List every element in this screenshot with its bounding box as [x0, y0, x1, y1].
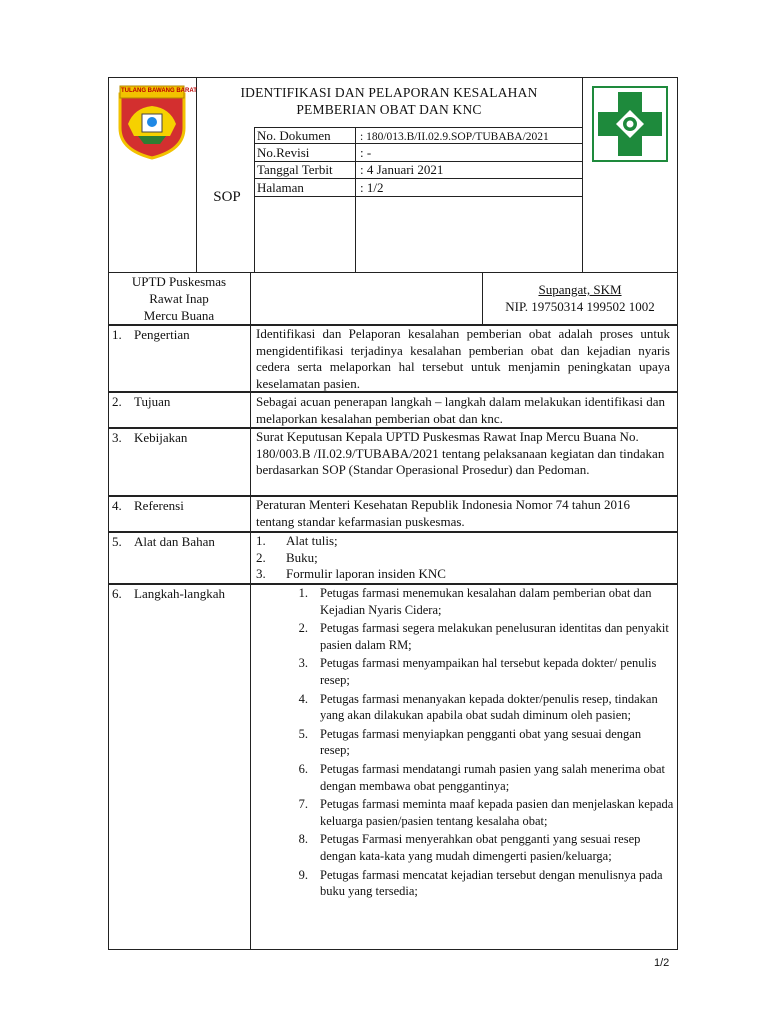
title-line-1: IDENTIFIKASI DAN PELAPORAN KESALAHAN — [240, 85, 538, 100]
divider — [250, 325, 251, 950]
step-item — [288, 585, 674, 618]
list-item-number: 3. — [256, 566, 266, 581]
section-label-pengertian: Pengertian — [134, 327, 190, 342]
step-text: Petugas Farmasi menyerahkan obat pengganti yang sesuai resep dengan kata-kata yang mudah dimengerti pasien/keluarga; — [320, 832, 641, 863]
section-number: 3. — [112, 430, 122, 445]
section-text-kebijakan: Surat Keputusan Kepala UPTD Puskesmas Rawat Inap Mercu Buana No. 180/003.B /II.02.9/TUBABA/2021 tentang pelaksanaan kegiatan dan tindakan berdasarkan SOP (Standar Operasional Prosedur) dan Pedoman. — [256, 429, 665, 477]
section-text-tujuan: Sebagai acuan penerapan langkah – langkah dalam melakukan identifikasi dan melaporkan kesalahan pemberian obat dan knc. — [256, 394, 665, 426]
divider — [254, 178, 582, 179]
section-number: 6. — [112, 586, 122, 601]
step-item — [288, 796, 674, 829]
step-number: 4. — [298, 691, 308, 706]
meta-value-tanggal: : 4 Januari 2021 — [360, 162, 444, 177]
step-item — [288, 726, 674, 759]
document-title — [198, 84, 580, 118]
list-item — [256, 566, 670, 583]
step-number: 9. — [298, 867, 308, 882]
step-item — [288, 831, 674, 864]
section-label-kebijakan: Kebijakan — [134, 430, 188, 445]
section-label-referensi: Referensi — [134, 498, 184, 513]
section-label-langkah: Langkah-langkah — [134, 586, 225, 601]
step-number: 5. — [298, 726, 308, 741]
section-label-tujuan: Tujuan — [134, 394, 171, 409]
org-name — [108, 273, 250, 324]
list-item-text: Buku; — [286, 549, 318, 565]
step-item — [288, 620, 674, 653]
divider — [196, 77, 197, 273]
org-line-2: Rawat Inap — [149, 291, 209, 306]
step-number: 8. — [298, 832, 308, 847]
org-line-1: UPTD Puskesmas — [131, 274, 227, 289]
meta-value-revisi: : - — [360, 145, 372, 160]
section-text-referensi: Peraturan Menteri Kesehatan Republik Indonesia Nomor 74 tahun 2016 tentang standar kefarmasian puskesmas. — [256, 497, 631, 529]
step-number: 6. — [298, 761, 308, 776]
step-number: 2. — [298, 621, 308, 636]
divider — [250, 272, 251, 325]
step-text: Petugas farmasi segera melakukan penelusuran identitas dan penyakit pasien dalam RM; — [320, 621, 669, 652]
divider — [355, 127, 356, 273]
step-item — [288, 761, 674, 794]
regency-logo — [114, 84, 197, 160]
list-item — [256, 550, 670, 567]
step-text: Petugas farmasi mendatangi rumah pasien yang salah menerima obat dengan membawa obat penggantinya; — [320, 761, 666, 793]
step-text: Petugas farmasi menanyakan kepada dokter/penulis resep, tindakan yang akan dilakukan apabila obat sudah diminum oleh pasien; — [320, 691, 658, 723]
section-text-pengertian: Identifikasi dan Pelaporan kesalahan pemberian obat adalah proses untuk mengidentifikasi terjadinya kesalahan pemberian obat dan kejadian nyaris cedera serta melaporkan hal tersebut untuk menjamin peningkatan upaya keselamatan pasien. — [256, 326, 670, 391]
step-text: Petugas farmasi mencatat kejadian tersebut dengan menulisnya pada buku yang tersedia; — [320, 867, 663, 899]
divider — [254, 196, 582, 197]
section-number: 4. — [112, 498, 122, 513]
alat-list — [256, 533, 670, 583]
step-text: Petugas farmasi meminta maaf kepada pasien dan menjelaskan kepada keluarga pasien/pasien tentang kesalaha obat; — [320, 797, 674, 828]
section-label-alat: Alat dan Bahan — [134, 534, 215, 549]
meta-value-halaman: : 1/2 — [360, 180, 384, 195]
langkah-list — [288, 585, 674, 902]
step-number: 7. — [298, 797, 308, 812]
sop-label: SOP — [213, 189, 241, 205]
step-item — [288, 867, 674, 900]
meta-label-revisi: No.Revisi — [257, 145, 310, 160]
list-item-number: 2. — [256, 549, 266, 565]
step-text: Petugas farmasi menyiapkan pengganti obat yang sesuai dengan resep; — [320, 726, 642, 758]
logo-banner-text: TULANG BAWANG BARAT — [121, 88, 197, 94]
meta-value-doc: : 180/013.B/II.02.9.SOP/TUBABA/2021 — [360, 131, 549, 143]
step-item — [288, 691, 674, 724]
step-number: 1. — [298, 586, 308, 600]
step-number: 3. — [298, 656, 308, 671]
section-number: 2. — [112, 394, 122, 409]
org-line-3: Mercu Buana — [143, 308, 215, 323]
signer-block — [482, 281, 678, 315]
page-number: 1/2 — [654, 957, 670, 969]
list-item-number: 1. — [256, 533, 266, 548]
title-line-2: PEMBERIAN OBAT DAN KNC — [296, 102, 482, 117]
meta-label-doc: No. Dokumen — [257, 128, 331, 143]
list-item-text: Alat tulis; — [286, 533, 338, 548]
list-item — [256, 533, 670, 550]
meta-label-halaman: Halaman — [257, 180, 304, 195]
signer-nip: NIP. 19750314 199502 1002 — [505, 299, 655, 314]
step-text: Petugas farmasi menyampaikan hal tersebut kepada dokter/ penulis resep; — [320, 656, 657, 687]
signer-name: Supangat, SKM — [538, 282, 622, 297]
list-item-text: Formulir laporan insiden KNC — [286, 566, 446, 581]
step-text: Petugas farmasi menemukan kesalahan dalam pemberian obat dan Kejadian Nyaris Cidera; — [320, 586, 652, 617]
meta-label-tanggal: Tanggal Terbit — [257, 162, 333, 177]
puskesmas-cross-icon — [592, 86, 668, 162]
divider — [582, 77, 583, 273]
section-number: 1. — [112, 327, 122, 342]
section-number: 5. — [112, 534, 122, 549]
step-item — [288, 655, 674, 688]
